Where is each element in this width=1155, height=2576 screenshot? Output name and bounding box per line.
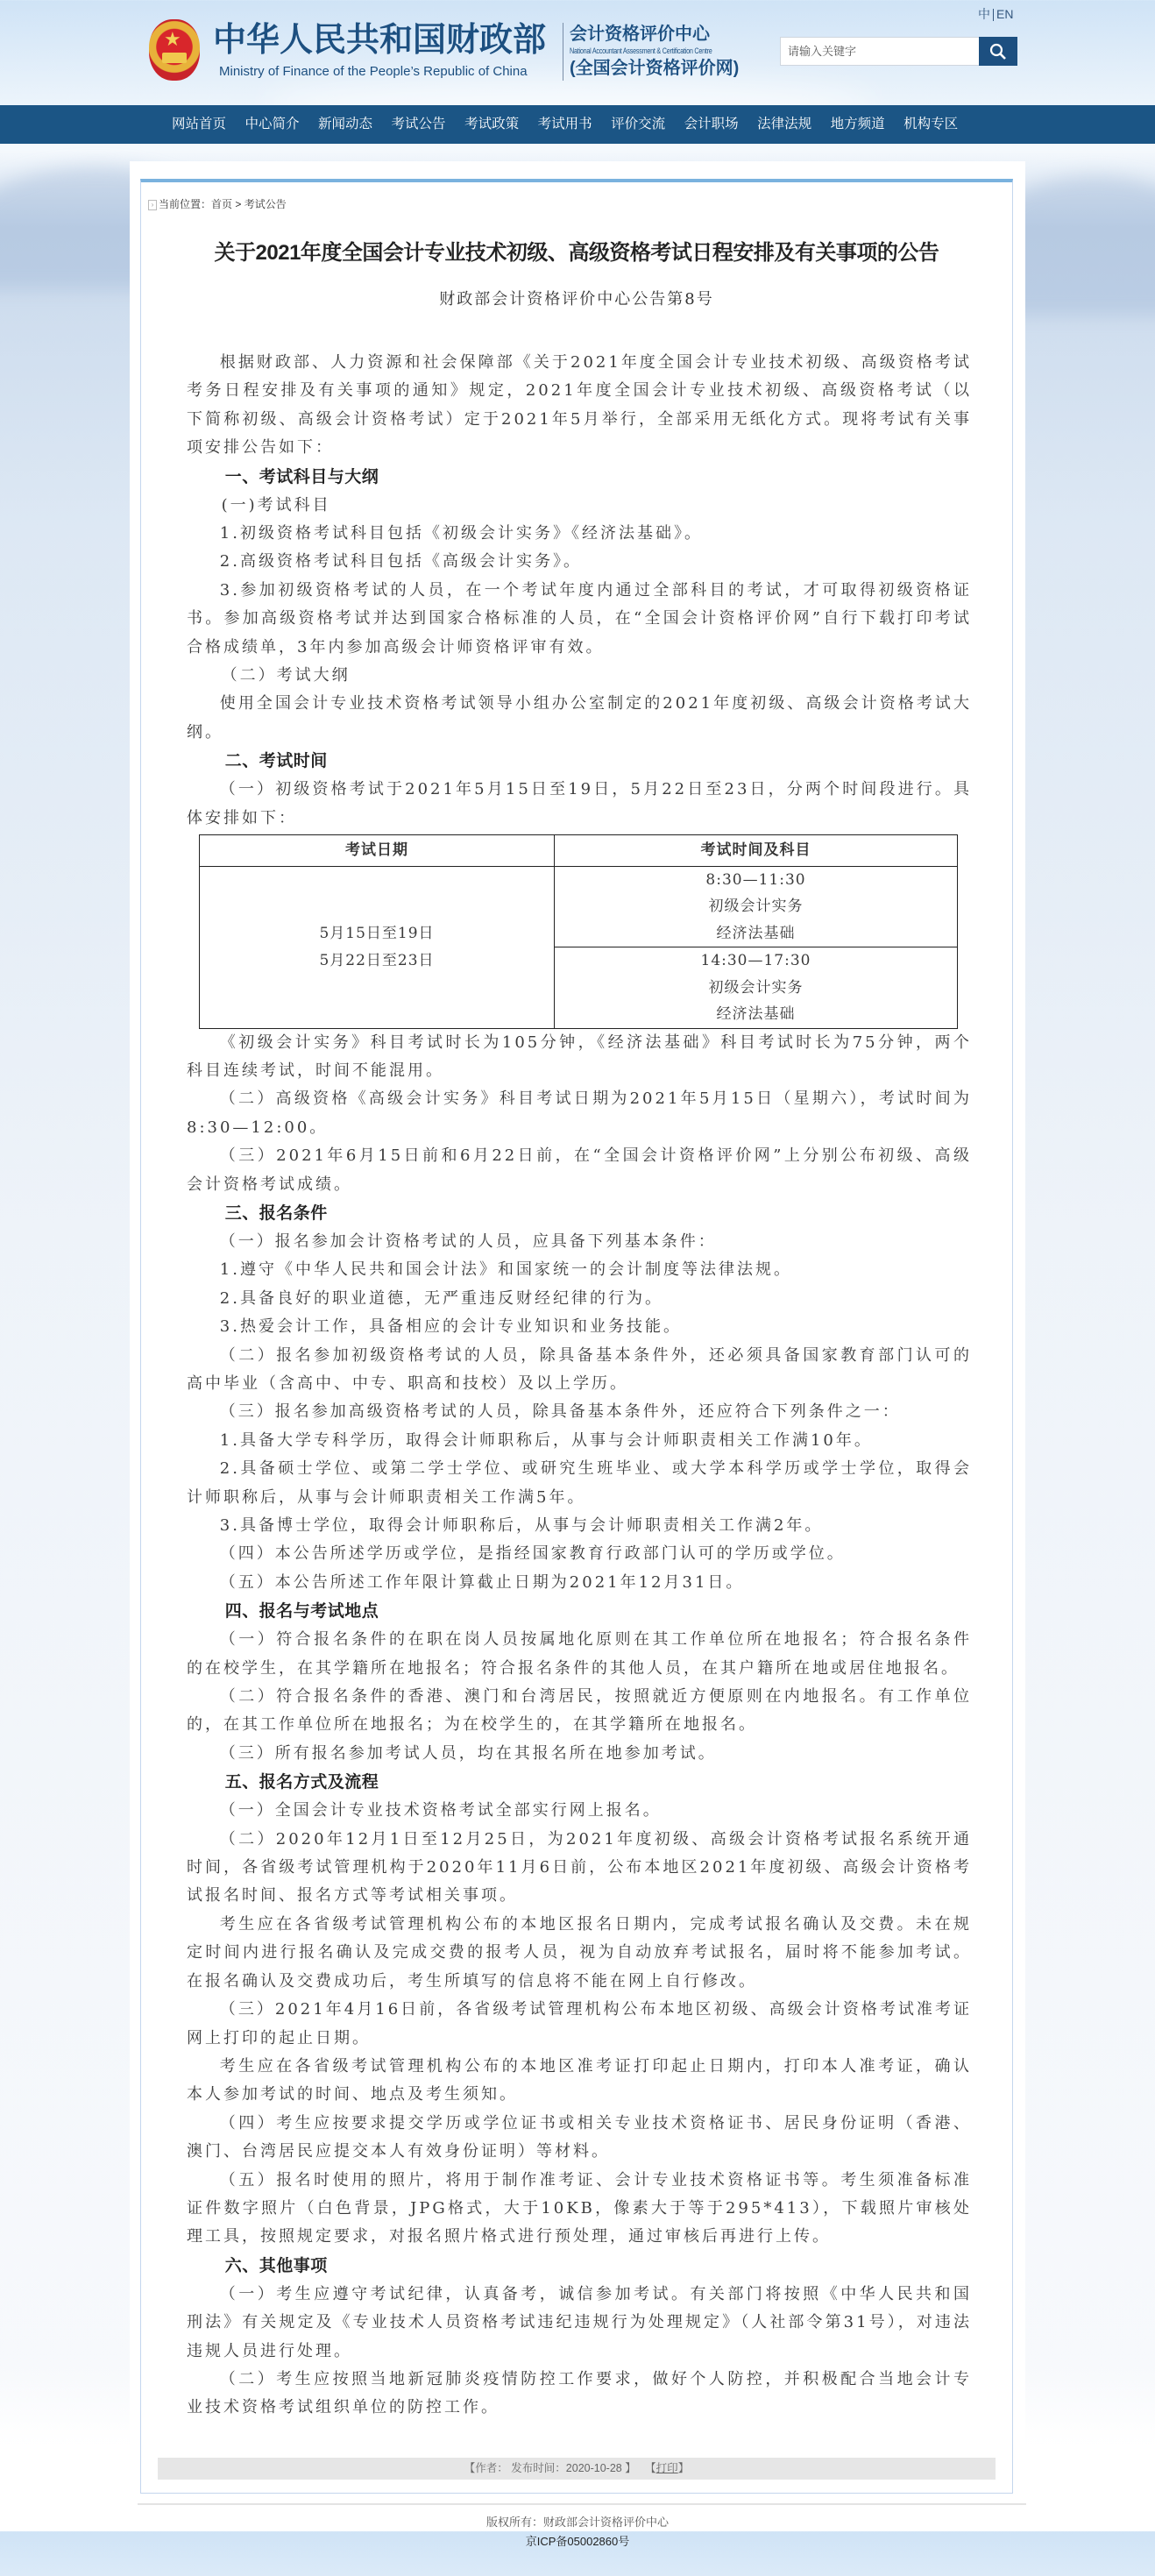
meta-bracket: 【 bbox=[645, 2461, 656, 2474]
paragraph: （三）2021年4月16日前，各省级考试管理机构公布本地区初级、高级会计资格考试准考证网上打印的起止日期。 bbox=[187, 2000, 972, 2047]
article-container bbox=[140, 179, 1013, 2494]
breadcrumb-label: 当前位置： bbox=[159, 198, 212, 210]
publish-date: 2020-10-28 bbox=[565, 2461, 622, 2474]
table-row bbox=[200, 866, 958, 947]
author-label: 【作者： bbox=[464, 2461, 512, 2474]
breadcrumb-separator: > bbox=[232, 198, 244, 210]
paragraph: （二）报名参加初级资格考试的人员，除具备基本条件外，还必须具备国家教育部门认可的高中毕业（含高中、中专、职高和技校）及以上学历。 bbox=[187, 1345, 972, 1393]
site-name-en: Ministry of Finance of the People’s Republic of China bbox=[219, 64, 528, 79]
paragraph: （一）符合报名条件的在职在岗人员按属地化原则在其工作单位所在地报名；符合报名条件的在校学生，在其学籍所在地报名；符合报名条件的其他人员，在其户籍所在地或居住地报名。 bbox=[187, 1630, 972, 1678]
print-link[interactable]: 打印 bbox=[655, 2461, 678, 2474]
meta-bracket: 】 bbox=[677, 2461, 690, 2474]
paragraph: （二）2020年12月1日至12月25日，为2021年度初级、高级会计资格考试报名系统开通时间，各省级考试管理机构于2020年11月6日前，公布本地区2021年度初级、高级会计资格考试报名时间、报名方式等考试相关事项。 bbox=[187, 1829, 972, 1905]
nav-item[interactable]: 考试公告 bbox=[391, 117, 446, 131]
subsection-heading: （二）考试大纲 bbox=[221, 666, 351, 685]
table-header-date: 考试日期 bbox=[200, 835, 555, 866]
search-input[interactable] bbox=[781, 38, 988, 65]
nav-item[interactable]: 考试用书 bbox=[537, 117, 592, 131]
paragraph: 《初级会计实务》科目考试时长为105分钟，《经济法基础》科目考试时长为75分钟，两个科目连续考试，时间不能混用。 bbox=[187, 1033, 972, 1080]
table-header-session: 考试时间及科目 bbox=[555, 835, 958, 866]
date-range: 5月15日至19日 bbox=[319, 925, 435, 942]
paragraph: （三）所有报名参加考试人员，均在其报名所在地参加考试。 bbox=[219, 1743, 717, 1763]
language-switcher bbox=[975, 5, 1016, 23]
paragraph: （五）本公告所述工作年限计算截止日期为2021年12月31日。 bbox=[219, 1572, 745, 1592]
table-cell-dates bbox=[200, 866, 555, 1028]
section-heading: 二、考试时间 bbox=[224, 752, 328, 771]
paragraph: 使用全国会计专业技术资格考试领导小组办公室制定的2021年度初级、高级会计资格考试大纲。 bbox=[187, 694, 972, 742]
nav-item[interactable]: 法律法规 bbox=[757, 117, 812, 131]
section-heading: 三、报名条件 bbox=[224, 1203, 328, 1223]
site-name-cn: 中华人民共和国财政部 bbox=[213, 22, 547, 59]
search-button[interactable] bbox=[979, 37, 1017, 66]
nav-item[interactable]: 新闻动态 bbox=[318, 117, 373, 131]
exam-schedule-table bbox=[199, 834, 958, 1028]
paragraph: 1.具备大学专科学历，取得会计师职称后，从事与会计师职责相关工作满10年。 bbox=[219, 1430, 873, 1450]
paragraph: 2.具备良好的职业道德，无严重违反财经纪律的行为。 bbox=[219, 1288, 663, 1308]
paragraph: （一）全国会计专业技术资格考试全部实行网上报名。 bbox=[219, 1801, 662, 1820]
table-header-row bbox=[200, 835, 958, 866]
section-heading: 六、其他事项 bbox=[224, 2256, 328, 2275]
session-time: 14:30—17:30 bbox=[700, 952, 811, 969]
gate-icon bbox=[162, 53, 187, 63]
paragraph: 3.热爱会计工作，具备相应的会计专业知识和业务技能。 bbox=[219, 1317, 682, 1337]
article-meta-bar bbox=[158, 2458, 996, 2480]
search-icon bbox=[989, 43, 1007, 60]
section-heading: 一、考试科目与大纲 bbox=[224, 467, 379, 486]
section-heading: 四、报名与考试地点 bbox=[224, 1602, 379, 1622]
star-icon: ★ bbox=[164, 28, 181, 50]
paragraph: （一）考生应遵守考试纪律，认真备考，诚信参加考试。有关部门将按照《中华人民共和国刑法》有关规定及《专业技术人员资格考试违纪违规行为处理规定》（人社部令第31号），对违法违规人员进行处理。 bbox=[187, 2284, 972, 2360]
paragraph: （四）考生应按要求提交学历或学位证书或相关专业技术资格证书、居民身份证明（香港、澳门、台湾居民应提交本人有效身份证明）等材料。 bbox=[187, 2113, 972, 2161]
nav-item[interactable]: 中心简介 bbox=[244, 117, 300, 131]
nav-item[interactable]: 网站首页 bbox=[172, 117, 227, 131]
paragraph: （二）高级资格《高级会计实务》科目考试日期为2021年5月15日（星期六），考试时间为8:30—12:00。 bbox=[187, 1089, 972, 1137]
paragraph: 考生应在各省级考试管理机构公布的本地区准考证打印起止日期内，打印本人准考证，确认本人参加考试的时间、地点及考生须知。 bbox=[187, 2056, 972, 2104]
national-emblem-logo[interactable] bbox=[149, 19, 200, 81]
breadcrumb bbox=[148, 198, 1012, 210]
chevron-right-icon: › bbox=[148, 200, 157, 210]
table-cell-session bbox=[555, 947, 958, 1029]
date-range: 5月22日至23日 bbox=[319, 951, 435, 969]
session-subject: 经济法基础 bbox=[716, 1005, 796, 1023]
paragraph: 3.具备博士学位，取得会计师职称后，从事与会计师职责相关工作满2年。 bbox=[219, 1516, 824, 1535]
paragraph: 考生应在各省级考试管理机构公布的本地区报名日期内，完成考试报名确认及交费。未在规定时间内进行报名确认及完成交费的报考人员，视为自动放弃考试报名，届时将不能参加考试。在报名确认及交费成功后，考生所填写的信息将不能在网上自行修改。 bbox=[187, 1914, 972, 1991]
paragraph: （三）2021年6月15日前和6月22日前，在“全国会计资格评价网”上分别公布初级、高级会计资格考试成绩。 bbox=[187, 1146, 972, 1194]
paragraph: （二）考生应按照当地新冠肺炎疫情防控工作要求，做好个人防控，并积极配合当地会计专业技术资格考试组织单位的防控工作。 bbox=[187, 2369, 972, 2417]
paragraph: 1.初级资格考试科目包括《初级会计实务》《经济法基础》。 bbox=[219, 524, 703, 543]
nav-item[interactable]: 地方频道 bbox=[830, 117, 885, 131]
paragraph: 根据财政部、人力资源和社会保障部《关于2021年度全国会计专业技术初级、高级资格考试考务日程安排及有关事项的通知》规定，2021年度全国会计专业技术初级、高级资格考试（以下简称初级、高级会计资格考试）定于2021年5月举行，全部采用无纸化方式。现将考试有关事项安排公告如下： bbox=[187, 353, 972, 458]
session-time: 8:30—11:30 bbox=[705, 870, 806, 889]
footer-copyright: 版权所有：财政部会计资格评价中心 bbox=[485, 2515, 669, 2529]
center-name-cn: 会计资格评价中心 bbox=[570, 25, 710, 44]
nav-item[interactable]: 评价交流 bbox=[611, 117, 666, 131]
paragraph: 2.高级资格考试科目包括《高级会计实务》。 bbox=[219, 552, 582, 571]
section-heading: 五、报名方式及流程 bbox=[224, 1773, 379, 1792]
footer-divider bbox=[138, 2503, 1026, 2505]
paragraph: （二）符合报名条件的香港、澳门和台湾居民，按照就近方便原则在内地报名。有工作单位的，在其工作单位所在地报名；为在校学生的，在其学籍所在地报名。 bbox=[187, 1687, 972, 1735]
nav-item[interactable]: 会计职场 bbox=[684, 117, 739, 131]
page-content bbox=[0, 161, 1155, 2576]
paragraph: （一）报名参加会计资格考试的人员，应具备下列基本条件： bbox=[219, 1231, 717, 1251]
paragraph: 1.遵守《中华人民共和国会计法》和国家统一的会计制度等法律法规。 bbox=[219, 1260, 792, 1280]
paragraph: （五）报名时使用的照片，将用于制作准考证、会计专业技术资格证书等。考生须准备标准证件数字照片（白色背景，JPG格式，大于10KB，像素大于等于295*413），下载照片审核处理工具，按照规定要求，对报名照片格式进行预处理，通过审核后再进行上传。 bbox=[187, 2170, 972, 2246]
footer-icp[interactable]: 京ICP备05002860号 bbox=[525, 2534, 630, 2548]
session-subject: 初级会计实务 bbox=[708, 978, 804, 997]
center-name-en: National Accountant Assessment & Certification Centre bbox=[570, 46, 712, 55]
session-subject: 初级会计实务 bbox=[708, 898, 804, 915]
paragraph: （四）本公告所述学历或学位，是指经国家教育行政部门认可的学历或学位。 bbox=[219, 1544, 846, 1564]
article-body bbox=[187, 349, 972, 2423]
paragraph: （一）初级资格考试于2021年5月15日至19日，5月22日至23日，分两个时间段进行。具体安排如下： bbox=[187, 780, 972, 827]
breadcrumb-home[interactable]: 首页 bbox=[211, 198, 233, 210]
main-nav bbox=[0, 105, 1155, 144]
nav-item[interactable]: 机构专区 bbox=[903, 117, 959, 131]
document-number: 财政部会计资格评价中心公告第8号 bbox=[439, 290, 714, 309]
session-subject: 经济法基础 bbox=[716, 924, 796, 942]
publish-date-label: 发布时间： bbox=[511, 2461, 566, 2474]
breadcrumb-current[interactable]: 考试公告 bbox=[244, 198, 287, 210]
lang-zh-link[interactable]: 中 bbox=[978, 7, 990, 21]
table-cell-session bbox=[555, 866, 958, 947]
search-box bbox=[780, 37, 1017, 66]
nav-item[interactable]: 考试政策 bbox=[464, 117, 520, 131]
paragraph: 2.具备硕士学位、或第二学士学位、或研究生班毕业、或大学本科学历或学士学位，取得会计师职称后，从事与会计师职责相关工作满5年。 bbox=[187, 1459, 972, 1507]
lang-en-link[interactable]: EN bbox=[996, 7, 1014, 21]
subsection-heading: (一)考试科目 bbox=[221, 495, 331, 514]
content-panel bbox=[130, 161, 1025, 2502]
paragraph: （三）报名参加高级资格考试的人员，除具备基本条件外，还应符合下列条件之一： bbox=[219, 1402, 901, 1422]
paragraph: 3.参加初级资格考试的人员，在一个考试年度内通过全部科目的考试，才可取得初级资格证书。参加高级资格考试并达到国家合格标准的人员，在“全国会计资格评价网”自行下载打印考试合格成绩单，3年内参加高级会计师资格评审有效。 bbox=[187, 580, 972, 656]
page-title: 关于2021年度全国会计专业技术初级、高级资格考试日程安排及有关事项的公告 bbox=[214, 241, 939, 265]
center-site-name: (全国会计资格评价网) bbox=[570, 59, 740, 78]
meta-bracket: 】 bbox=[621, 2461, 636, 2474]
